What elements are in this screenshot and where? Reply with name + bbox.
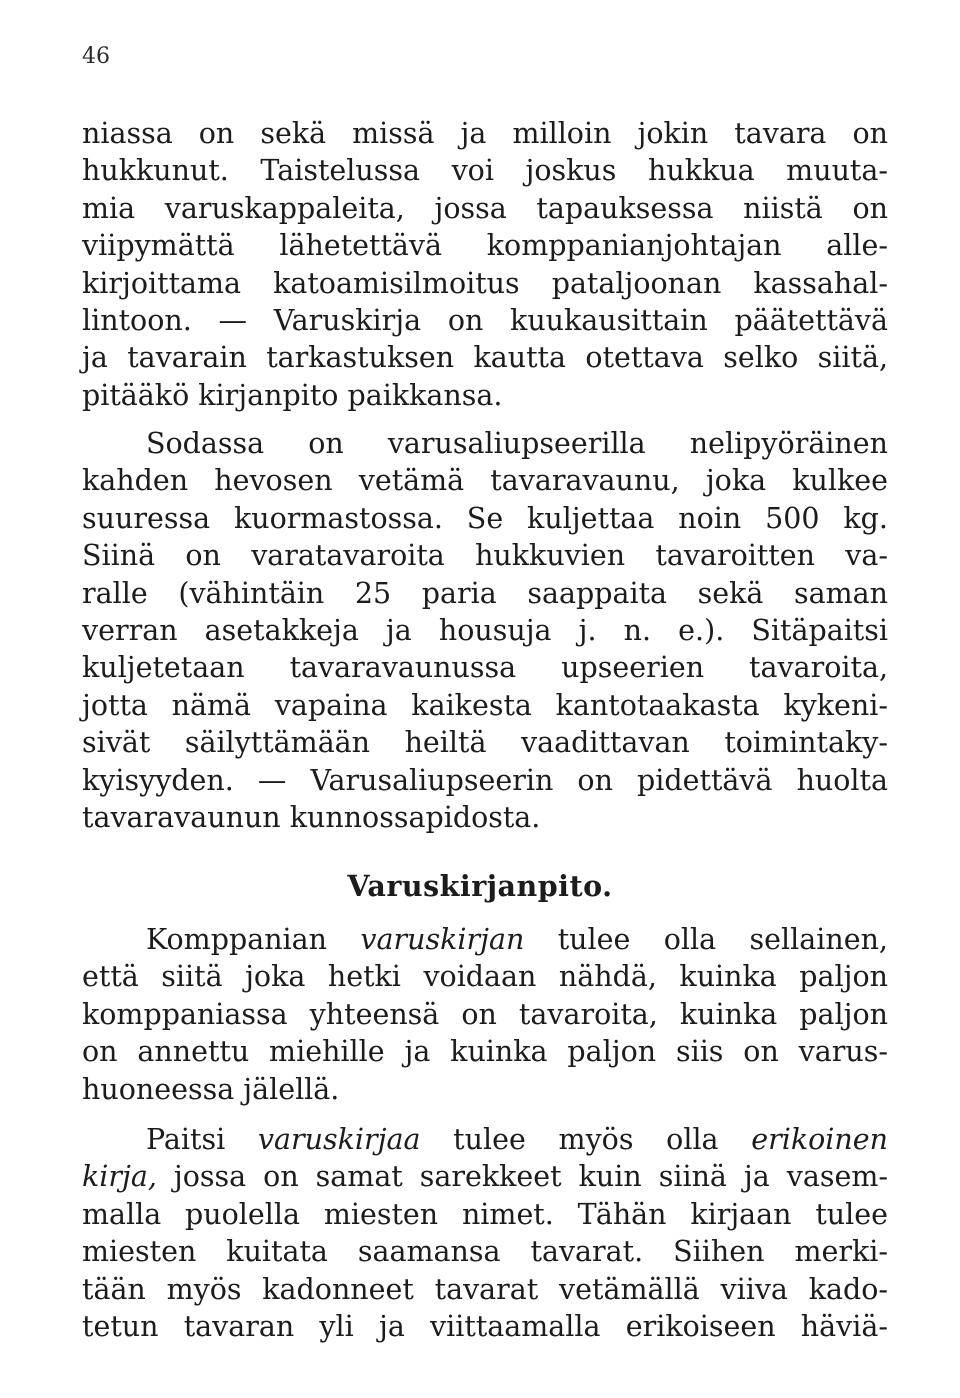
text-run: tulee olla sellainen, xyxy=(524,923,888,956)
text-line: suuressa kuormastossa. Se kuljettaa noin 500 kg. xyxy=(82,501,888,535)
text-line: ja tavarain tarkastuksen kautta otettava selko siitä, xyxy=(82,341,888,375)
text-line: niassa on sekä missä ja milloin jokin tavara on xyxy=(82,117,888,150)
text-line: tään myös kadonneet tavarat vetämällä viiva kado- xyxy=(82,1272,888,1306)
section-heading: Varuskirjanpito. xyxy=(347,869,613,903)
text-line: pitääkö kirjanpito paikkansa. xyxy=(82,378,503,412)
text-line: viipymättä lähetettävä komppanianjohtajan alle- xyxy=(82,229,888,263)
text-line: Siinä on varatavaroita hukkuvien tavaroitten va- xyxy=(82,539,888,573)
paragraph-3 xyxy=(82,921,888,1108)
text-line: ralle (vähintäin 25 paria saappaita sekä saman xyxy=(82,576,888,610)
text-line xyxy=(82,1121,888,1158)
italic-term: varuskirjan xyxy=(360,923,525,956)
text-line: miesten kuitata saamansa tavarat. Siihen merki- xyxy=(82,1235,888,1269)
text-run: jossa on samat sarekkeet kuin siinä ja vasem- xyxy=(156,1160,888,1194)
text-line: hukkunut. Taistelussa voi joskus hukkua muuta- xyxy=(82,154,888,188)
text-line: on annettu miehille ja kuinka paljon siis on varus- xyxy=(82,1035,888,1069)
text-run: tulee myös olla xyxy=(420,1123,752,1156)
text-line xyxy=(82,1158,888,1195)
text-line: kyisyyden. — Varusaliupseerin on pidettävä huolta xyxy=(82,763,888,797)
italic-term: kirja, xyxy=(82,1160,157,1194)
text-line: jotta nämä vapaina kaikesta kantotaakasta kykeni- xyxy=(82,688,888,722)
text-line: sivät säilyttämään heiltä vaadittavan toimintaky- xyxy=(82,726,888,760)
text-line: verran asetakkeja ja housuja j. n. e.). Sitäpaitsi xyxy=(82,613,888,647)
text-line: tetun tavaran yli ja viittaamalla erikoiseen häviä- xyxy=(82,1309,888,1343)
text-line: lintoon. — Varuskirja on kuukausittain päätettävä xyxy=(82,303,888,337)
page-number: 46 xyxy=(82,44,110,69)
text-line: huoneessa jälellä. xyxy=(82,1072,340,1106)
text-run: Paitsi xyxy=(146,1123,258,1156)
paragraph-4 xyxy=(82,1121,888,1345)
text-run: Komppanian xyxy=(146,923,361,956)
text-line: että siitä joka hetki voidaan nähdä, kuinka paljon xyxy=(82,960,888,994)
paragraph-2 xyxy=(82,425,888,836)
text-line: komppaniassa yhteensä on tavaroita, kuinka paljon xyxy=(82,997,888,1031)
text-line: malla puolella miesten nimet. Tähän kirjaan tulee xyxy=(82,1197,888,1231)
text-line: mia varuskappaleita, jossa tapauksessa niistä on xyxy=(82,191,888,225)
italic-term: erikoinen xyxy=(751,1123,888,1156)
text-line: Sodassa on varusaliupseerilla nelipyöräinen xyxy=(146,427,888,460)
text-line: kirjoittama katoamisilmoitus pataljoonan kassahal- xyxy=(82,266,888,300)
paragraph-1 xyxy=(82,115,888,414)
text-line: tavaravaunun kunnossapidosta. xyxy=(82,800,541,834)
italic-term: varuskirjaa xyxy=(257,1123,421,1156)
text-line xyxy=(82,921,888,958)
text-line: kahden hevosen vetämä tavaravaunu, joka kulkee xyxy=(82,464,888,498)
text-line: kuljetetaan tavaravaunussa upseerien tavaroita, xyxy=(82,651,888,685)
